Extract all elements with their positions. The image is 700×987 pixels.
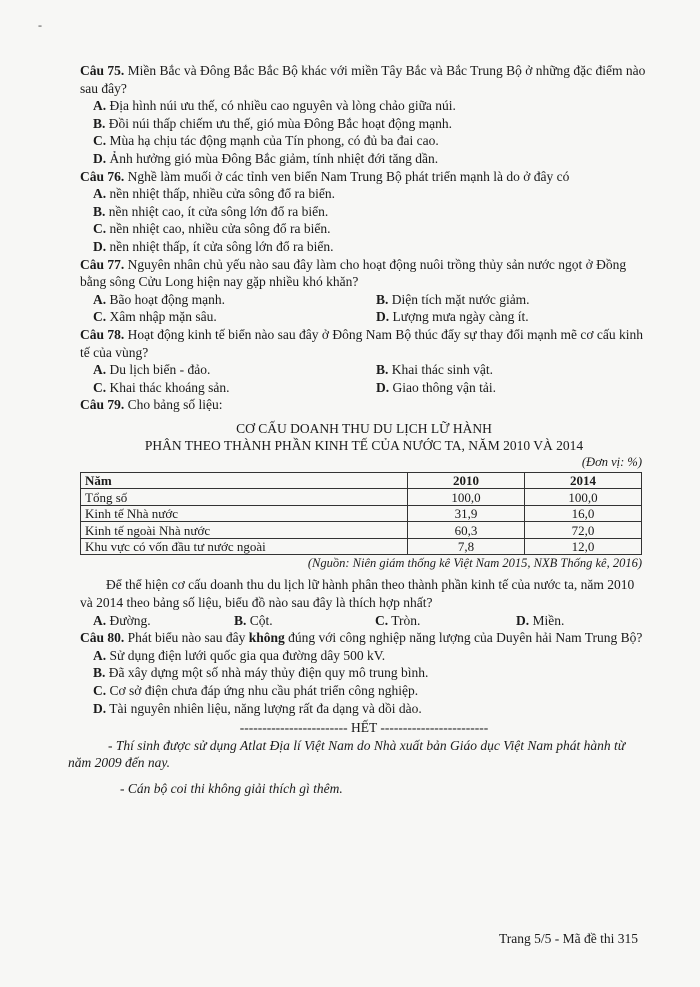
table-title-line-2: PHÂN THEO THÀNH PHẦN KINH TẾ CỦA NƯỚC TA, NĂM 2010 VÀ 2014 xyxy=(144,437,584,453)
option-b: B. Khai thác sinh vật. xyxy=(376,362,493,378)
option-c: C. nền nhiệt cao, nhiều cửa sông đổ ra biển. xyxy=(93,221,331,237)
option-c: C. Khai thác khoáng sản. xyxy=(93,379,230,395)
question-text-end: đúng với công nghiệp năng lượng của Duyên hải Nam Trung Bộ? xyxy=(284,630,643,646)
row-label: Khu vực có vốn đầu tư nước ngoài xyxy=(81,538,408,555)
option-a: A. Du lịch biển - đảo. xyxy=(93,362,211,378)
question-80 xyxy=(80,629,648,717)
cell-value: 16,0 xyxy=(525,505,642,522)
cell-value: 100,0 xyxy=(408,489,525,506)
question-text: Nguyên nhân chủ yếu nào sau đây làm cho hoạt động nuôi trồng thủy sản nước ngọt ở Đồng bằng sông Cửu Long hiện nay gặp nhiều khó khăn? xyxy=(80,256,627,290)
question-label: Câu 78. xyxy=(80,326,125,342)
exam-content xyxy=(68,62,648,798)
option-c: C. Xâm nhập mặn sâu. xyxy=(93,309,217,325)
table-title-line-1: CƠ CẤU DOANH THU DU LỊCH LỮ HÀNH xyxy=(236,420,492,436)
question-text: Hoạt động kinh tế biển nào sau đây ở Đông Nam Bộ thúc đẩy sự thay đổi mạnh mẽ cơ cấu kinh tế của vùng? xyxy=(80,326,644,360)
note-atlas: - Thí sinh được sử dụng Atlat Địa lí Việt Nam do Nhà xuất bản Giáo dục Việt Nam phát hành từ năm 2009 đến nay. xyxy=(68,737,626,771)
cell-value: 31,9 xyxy=(408,505,525,522)
option-d: D. Giao thông vận tải. xyxy=(376,379,496,395)
option-a: A. Bão hoạt động mạnh. xyxy=(93,291,225,307)
option-d: D. Miền. xyxy=(516,612,565,628)
question-76 xyxy=(80,168,648,256)
table-row xyxy=(81,505,642,522)
end-marker: ------------------------ HẾT ------------------------ xyxy=(239,720,489,736)
option-d: D. Lượng mưa ngày càng ít. xyxy=(376,309,529,325)
row-label: Kinh tế ngoài Nhà nước xyxy=(81,522,408,539)
note-proctor: - Cán bộ coi thi không giải thích gì thêm. xyxy=(120,780,343,796)
cell-value: 7,8 xyxy=(408,538,525,555)
row-label: Tổng số xyxy=(81,489,408,506)
page-footer: Trang 5/5 - Mã đề thi 315 xyxy=(499,931,638,946)
row-label: Kinh tế Nhà nước xyxy=(81,505,408,522)
cell-value: 72,0 xyxy=(525,522,642,539)
option-b: B. Đã xây dựng một số nhà máy thủy điện quy mô trung bình. xyxy=(93,665,429,681)
question-79 xyxy=(80,396,648,629)
question-text: Phát biểu nào sau đây xyxy=(127,630,249,646)
question-text: Miền Bắc và Đông Bắc Bắc Bộ khác với miền Tây Bắc và Bắc Trung Bộ ở những đặc điểm nào sau đây? xyxy=(80,63,646,96)
option-b: B. Diện tích mặt nước giảm. xyxy=(376,291,530,307)
option-a: A. Sử dụng điện lưới quốc gia qua đường dây 500 kV. xyxy=(93,647,386,663)
question-label: Câu 79. xyxy=(80,397,125,413)
question-label: Câu 76. xyxy=(80,168,125,184)
header-cell: Năm xyxy=(81,472,408,489)
table-unit: (Đơn vị: %) xyxy=(581,454,642,469)
option-b: B. Đồi núi thấp chiếm ưu thế, gió mùa Đông Bắc hoạt động mạnh. xyxy=(93,115,453,131)
option-c: C. Mùa hạ chịu tác động mạnh của Tín phong, có đủ ba đai cao. xyxy=(93,133,439,149)
option-b: B. nền nhiệt cao, ít cửa sông lớn đổ ra biển. xyxy=(93,203,329,219)
question-prompt: Để thể hiện cơ cấu doanh thu du lịch lữ hành phân theo thành phần kinh tế của nước ta, năm 2010 và 2014 theo bảng số liệu, biểu đồ nào sau đây là thích hợp nhất? xyxy=(80,577,635,610)
option-a: A. Đường. xyxy=(93,612,151,628)
question-75 xyxy=(80,62,648,168)
table-header-row xyxy=(81,472,642,489)
header-cell: 2010 xyxy=(408,472,525,489)
option-c: C. Cơ sở điện chưa đáp ứng nhu cầu phát triển công nghiệp. xyxy=(93,682,419,698)
header-cell: 2014 xyxy=(525,472,642,489)
question-label: Câu 77. xyxy=(80,256,125,272)
option-d: D. Ảnh hưởng gió mùa Đông Bắc giảm, tính nhiệt đới tăng dần. xyxy=(93,150,439,166)
cell-value: 60,3 xyxy=(408,522,525,539)
table-row xyxy=(81,538,642,555)
question-label: Câu 75. xyxy=(80,63,125,78)
table-source: (Nguồn: Niên giám thống kê Việt Nam 2015, NXB Thống kê, 2016) xyxy=(307,556,642,571)
data-table xyxy=(80,472,642,556)
cell-value: 12,0 xyxy=(525,538,642,555)
question-label: Câu 80. xyxy=(80,630,125,646)
option-b: B. Cột. xyxy=(234,612,273,628)
option-d: D. Tài nguyên nhiên liệu, năng lượng rất đa dạng và dồi dào. xyxy=(93,700,422,716)
cell-value: 100,0 xyxy=(525,489,642,506)
question-77 xyxy=(80,256,648,326)
question-text: Nghề làm muối ở các tỉnh ven biển Nam Trung Bộ phát triển mạnh là do ở đây có xyxy=(127,168,570,184)
option-a: A. nền nhiệt thấp, nhiều cửa sông đổ ra biển. xyxy=(93,186,336,202)
question-78 xyxy=(80,326,648,396)
option-c: C. Tròn. xyxy=(375,612,421,628)
corner-mark: - xyxy=(38,18,42,32)
table-row xyxy=(81,522,642,539)
option-a: A. Địa hình núi ưu thế, có nhiều cao nguyên và lòng chảo giữa núi. xyxy=(93,98,456,114)
question-text: Cho bảng số liệu: xyxy=(127,397,223,413)
question-emphasis: không xyxy=(248,630,285,646)
table-row xyxy=(81,489,642,506)
option-d: D. nền nhiệt thấp, ít cửa sông lớn đổ ra biển. xyxy=(93,238,334,254)
